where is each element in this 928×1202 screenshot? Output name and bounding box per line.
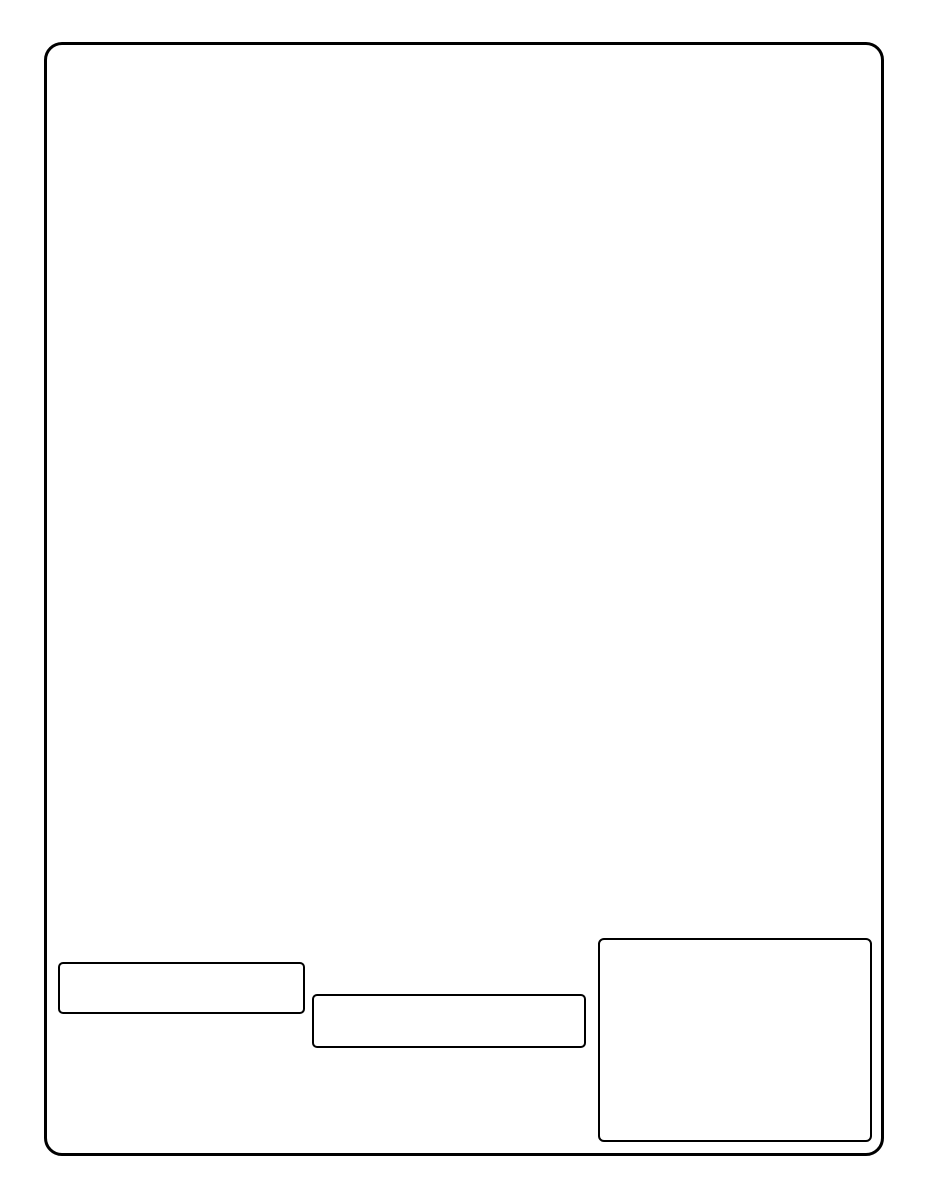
bb-alt-note-box [312,994,586,1048]
thumb-key-info-box [598,938,872,1142]
alt-fingerings-note-box [58,962,305,1014]
